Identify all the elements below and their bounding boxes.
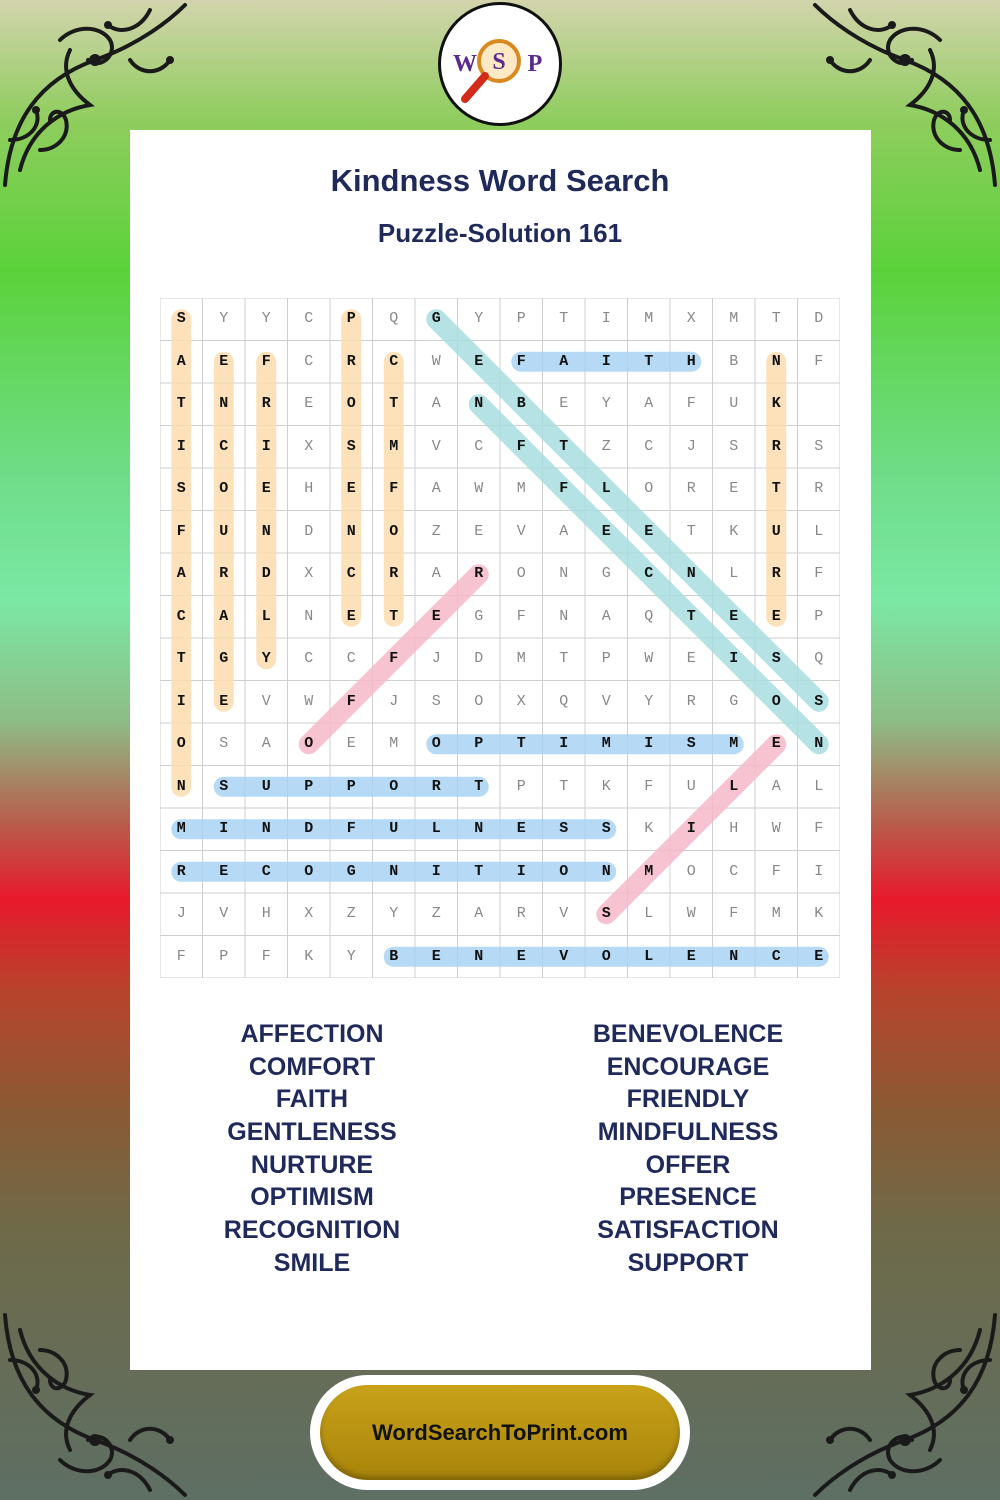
grid-cell[interactable]: V [261, 692, 271, 710]
grid-cell[interactable]: X [304, 905, 314, 922]
grid-cell[interactable]: E [431, 607, 441, 625]
wsp-logo[interactable] [438, 2, 562, 126]
grid-cell[interactable]: S [686, 735, 696, 752]
grid-cell[interactable]: D [474, 650, 484, 667]
page-title: Kindness Word Search [330, 163, 670, 198]
grid-cell[interactable]: J [686, 437, 696, 455]
grid-cell[interactable]: I [601, 310, 611, 327]
grid-cell[interactable]: P [516, 310, 526, 327]
grid-cell[interactable]: U [771, 522, 781, 540]
site-link-text: WordSearchToPrint.com [372, 1419, 628, 1445]
grid-cell[interactable]: P [814, 607, 824, 625]
grid-cell[interactable]: N [559, 565, 569, 582]
grid-cell[interactable]: S [346, 437, 356, 455]
grid-cell[interactable]: R [814, 480, 824, 497]
grid-cell[interactable]: R [771, 565, 781, 582]
grid-cell[interactable]: F [176, 522, 186, 540]
grid-cell[interactable]: T [559, 777, 569, 795]
grid-cell[interactable]: C [389, 352, 399, 370]
grid-cell[interactable]: C [644, 437, 654, 455]
grid-cell[interactable]: T [474, 777, 484, 795]
grid-cell[interactable]: N [729, 947, 739, 965]
grid-cell[interactable]: C [219, 437, 229, 455]
grid-cell[interactable]: X [516, 692, 526, 710]
grid-cell[interactable]: D [814, 310, 824, 327]
grid-cell[interactable]: Y [261, 650, 271, 667]
grid-cell[interactable]: O [516, 565, 526, 582]
grid-cell[interactable]: S [814, 692, 824, 710]
grid-cell[interactable]: I [644, 735, 654, 752]
grid-cell[interactable]: L [729, 777, 739, 795]
grid-cell[interactable]: I [261, 437, 271, 455]
grid-cell[interactable]: R [261, 395, 271, 412]
grid-cell[interactable]: U [219, 522, 229, 540]
grid-cell[interactable]: H [261, 905, 271, 922]
grid-cell[interactable]: X [304, 565, 314, 582]
grid-cell[interactable]: Y [644, 692, 654, 710]
grid-cell[interactable]: E [559, 395, 569, 412]
grid-cell[interactable]: R [771, 437, 781, 455]
grid-cell[interactable]: E [219, 862, 229, 880]
word-list-item: BENEVOLENCE [592, 1020, 784, 1048]
grid-cell[interactable]: N [474, 947, 484, 965]
grid-cell[interactable]: V [601, 692, 611, 710]
grid-cell[interactable]: E [219, 692, 229, 710]
grid-cell[interactable]: G [219, 650, 229, 667]
page-subtitle: Puzzle-Solution 161 [377, 218, 623, 248]
grid-cell[interactable]: E [346, 607, 356, 625]
grid-cell[interactable]: A [261, 735, 271, 752]
word-list-item: COMFORT [248, 1052, 376, 1081]
grid-cell[interactable]: E [516, 947, 526, 965]
grid-cell[interactable]: O [771, 692, 781, 710]
word-list-item: SATISFACTION [597, 1216, 779, 1245]
grid-cell[interactable]: O [304, 862, 314, 880]
grid-cell[interactable]: F [644, 777, 654, 795]
grid-cell[interactable]: N [814, 735, 824, 752]
grid-cell[interactable]: O [176, 735, 186, 752]
grid-cell[interactable]: C [346, 565, 356, 582]
grid-cell[interactable]: I [601, 352, 611, 370]
grid-cell[interactable]: R [389, 565, 399, 582]
grid-cell[interactable]: Z [431, 522, 441, 540]
grid-cell[interactable]: O [389, 777, 399, 795]
grid-cell[interactable]: B [389, 947, 399, 965]
grid-cell[interactable]: A [559, 522, 569, 540]
grid-cell[interactable]: F [516, 352, 526, 370]
grid-cell[interactable]: A [176, 352, 186, 370]
grid-cell[interactable]: E [474, 352, 484, 370]
grid-cell[interactable]: P [346, 310, 356, 327]
grid-cell[interactable]: F [516, 437, 526, 455]
grid-cell[interactable]: U [729, 395, 739, 412]
grid-cell[interactable]: N [474, 395, 484, 412]
grid-cell[interactable]: J [431, 650, 441, 667]
grid-cell[interactable]: E [219, 352, 229, 370]
grid-cell[interactable]: F [516, 607, 526, 625]
grid-cell[interactable]: O [601, 947, 611, 965]
grid-cell[interactable]: I [431, 862, 441, 880]
grid-cell[interactable]: E [644, 522, 654, 540]
grid-cell[interactable]: E [474, 522, 484, 540]
grid-cell[interactable]: I [176, 692, 186, 710]
grid-cell[interactable]: R [219, 565, 229, 582]
word-list-item: SUPPORT [627, 1248, 749, 1277]
grid-cell[interactable]: F [814, 352, 824, 370]
grid-cell[interactable]: I [176, 437, 186, 455]
grid-cell[interactable]: P [346, 777, 356, 795]
magnifier-logo-icon [441, 5, 559, 123]
grid-cell[interactable]: F [261, 947, 271, 965]
grid-cell[interactable]: T [389, 607, 399, 625]
grid-cell[interactable]: O [644, 480, 654, 497]
grid-cell[interactable]: M [729, 310, 739, 327]
grid-cell[interactable]: C [729, 862, 739, 880]
grid-cell[interactable]: L [729, 565, 739, 582]
grid-cell[interactable]: O [219, 480, 229, 497]
grid-cell[interactable]: S [771, 650, 781, 667]
grid-cell[interactable]: T [559, 310, 569, 327]
grid-cell[interactable]: W [474, 480, 484, 497]
grid-cell[interactable]: R [516, 905, 526, 922]
grid-cell[interactable]: D [261, 565, 271, 582]
grid-cell[interactable]: Q [389, 310, 399, 327]
grid-cell[interactable]: E [814, 947, 824, 965]
grid-cell[interactable]: E [516, 820, 526, 837]
grid-cell[interactable]: M [729, 735, 739, 752]
grid-cell[interactable]: M [771, 905, 781, 922]
grid-cell[interactable]: O [431, 735, 441, 752]
grid-cell[interactable]: E [729, 480, 739, 497]
grid-cell[interactable]: P [219, 947, 229, 965]
word-list-item: OPTIMISM [250, 1183, 374, 1212]
grid-cell[interactable]: Z [346, 905, 356, 922]
grid-cell[interactable]: V [516, 522, 526, 540]
grid-cell[interactable]: K [644, 820, 654, 837]
grid-cell[interactable]: S [219, 735, 229, 752]
grid-cell[interactable]: O [559, 862, 569, 880]
grid-cell[interactable]: F [771, 862, 781, 880]
grid-cell[interactable]: N [219, 395, 229, 412]
grid-cell[interactable]: G [729, 692, 739, 710]
word-list-item: PRESENCE [619, 1183, 757, 1212]
grid-cell[interactable]: E [601, 522, 611, 540]
grid-cell[interactable]: M [516, 650, 526, 667]
grid-cell[interactable]: P [516, 777, 526, 795]
grid-cell[interactable]: I [686, 820, 696, 837]
word-list-item: OFFER [645, 1150, 731, 1179]
grid-cell[interactable]: I [729, 650, 739, 667]
grid-cell[interactable]: F [814, 820, 824, 837]
grid-cell[interactable]: B [729, 352, 739, 370]
grid-cell[interactable]: F [346, 692, 356, 710]
grid-cell[interactable]: N [771, 352, 781, 370]
grid-cell[interactable]: T [686, 522, 696, 540]
grid-cell[interactable]: K [304, 947, 314, 965]
grid-cell[interactable]: M [601, 735, 611, 752]
grid-cell[interactable]: E [729, 607, 739, 625]
grid-cell[interactable]: E [771, 607, 781, 625]
grid-cell[interactable]: E [346, 480, 356, 497]
grid-cell[interactable]: C [346, 650, 356, 667]
grid-cell[interactable]: G [601, 565, 611, 582]
grid-cell[interactable]: V [559, 947, 569, 965]
logo-letter-s: S [492, 49, 506, 75]
grid-cell[interactable]: S [601, 905, 611, 922]
word-list-item: FRIENDLY [626, 1085, 750, 1114]
grid-cell[interactable]: N [559, 607, 569, 625]
grid-cell[interactable]: A [771, 777, 781, 795]
grid-cell[interactable]: E [686, 650, 696, 667]
grid-cell[interactable]: L [644, 947, 654, 965]
grid-cell[interactable]: Q [814, 650, 824, 667]
grid-cell[interactable]: T [644, 352, 654, 370]
grid-cell[interactable]: O [686, 862, 696, 880]
word-list-left [162, 1018, 462, 1280]
grid-cell[interactable]: C [474, 437, 484, 455]
grid-cell[interactable]: A [219, 607, 229, 625]
grid-cell[interactable]: O [389, 522, 399, 540]
grid-cell[interactable]: Y [346, 947, 356, 965]
grid-cell[interactable]: C [304, 310, 314, 327]
grid-cell[interactable]: K [729, 522, 739, 540]
grid-cell[interactable]: X [304, 437, 314, 455]
grid-cell[interactable]: F [814, 565, 824, 582]
word-list-right [538, 1018, 838, 1280]
grid-cell[interactable]: C [304, 650, 314, 667]
grid-cell[interactable]: V [219, 905, 229, 922]
grid-cell[interactable]: W [771, 820, 781, 837]
grid-cell[interactable]: X [686, 310, 696, 327]
grid-cell[interactable]: F [389, 650, 399, 667]
grid-cell[interactable]: N [686, 565, 696, 582]
grid-cell[interactable]: D [304, 820, 314, 837]
grid-cell[interactable]: Y [474, 310, 484, 327]
grid-cell[interactable]: G [346, 862, 356, 880]
grid-cell[interactable]: Y [261, 310, 271, 327]
grid-cell[interactable]: L [431, 820, 441, 837]
grid-cell[interactable]: M [389, 735, 399, 752]
grid-cell[interactable]: M [176, 820, 186, 837]
grid-cell[interactable]: O [474, 692, 484, 710]
grid-cell[interactable]: L [644, 905, 654, 922]
grid-cell[interactable]: D [304, 522, 314, 540]
grid-cell[interactable]: S [559, 820, 569, 837]
grid-cell[interactable]: C [261, 862, 271, 880]
grid-cell[interactable]: I [559, 735, 569, 752]
grid-cell[interactable]: N [601, 862, 611, 880]
logo-letter-w: W [453, 51, 477, 77]
word-list-item: NURTURE [250, 1150, 374, 1179]
grid-cell[interactable]: S [431, 692, 441, 710]
grid-cell[interactable]: U [261, 777, 271, 795]
grid-cell[interactable]: O [346, 395, 356, 412]
grid-cell[interactable]: V [431, 437, 441, 455]
grid-cell[interactable]: U [686, 777, 696, 795]
word-list-item: RECOGNITION [223, 1216, 401, 1245]
grid-cell[interactable]: R [176, 862, 186, 880]
grid-cell[interactable]: S [176, 480, 186, 497]
grid-cell[interactable]: J [389, 692, 399, 710]
grid-cell[interactable]: Т [771, 480, 781, 497]
grid-cell[interactable]: C [644, 565, 654, 582]
grid-cell[interactable]: S [601, 820, 611, 837]
grid-cell[interactable]: Y [601, 395, 611, 412]
grid-cell[interactable]: U [389, 820, 399, 837]
grid-cell[interactable]: W [644, 650, 654, 667]
grid-cell[interactable]: I [516, 862, 526, 880]
grid-cell[interactable]: F [559, 480, 569, 497]
word-search-grid[interactable] [160, 298, 840, 978]
grid-cell[interactable]: O [304, 735, 314, 752]
grid-cell[interactable]: Q [644, 607, 654, 625]
grid-cell[interactable]: T [176, 650, 186, 667]
grid-cell[interactable]: E [304, 395, 314, 412]
grid-cell[interactable]: F [176, 947, 186, 965]
grid-cell[interactable]: M [389, 437, 399, 455]
grid-cell[interactable]: Q [559, 692, 569, 710]
grid-cell[interactable]: N [474, 820, 484, 837]
grid-cell[interactable]: N [261, 522, 271, 540]
grid-cell[interactable]: A [431, 565, 441, 582]
grid-cell[interactable]: W [431, 352, 441, 370]
grid-cell[interactable]: B [516, 395, 526, 412]
grid-cell[interactable]: W [686, 905, 696, 922]
grid-cell[interactable]: T [389, 395, 399, 412]
grid-cell[interactable]: K [601, 777, 611, 795]
word-list-item: MINDFULNESS [597, 1118, 779, 1147]
word-list-item: GENTLENESS [227, 1118, 397, 1147]
grid-cell[interactable]: E [771, 735, 781, 752]
grid-cell[interactable]: N [346, 522, 356, 540]
grid-cell[interactable]: M [644, 862, 654, 880]
grid-cell[interactable]: I [814, 862, 824, 880]
grid-cell[interactable]: E [261, 480, 271, 497]
grid-cell[interactable]: T [559, 650, 569, 667]
grid-cell[interactable]: R [474, 565, 484, 582]
grid-cell[interactable]: R [431, 777, 441, 795]
grid-cell[interactable]: Y [389, 905, 399, 922]
word-list-item: AFFECTION [240, 1020, 384, 1048]
grid-cell[interactable]: A [431, 480, 441, 497]
logo-letter-p: P [527, 51, 543, 77]
grid-cell[interactable]: S [814, 437, 824, 455]
grid-cell[interactable]: E [431, 947, 441, 965]
grid-cell[interactable]: N [389, 862, 399, 880]
grid-cell[interactable]: P [304, 777, 314, 795]
site-link-inner [320, 1385, 680, 1480]
grid-cell[interactable]: A [176, 565, 186, 582]
grid-cell[interactable]: G [474, 607, 484, 625]
grid-cell[interactable]: C [304, 352, 314, 370]
grid-cell[interactable]: S [176, 310, 186, 327]
grid-cell[interactable]: L [814, 777, 824, 795]
grid-cell[interactable]: H [686, 352, 696, 370]
grid-cell[interactable]: J [176, 905, 186, 922]
grid-cell[interactable]: R [686, 480, 696, 497]
grid-cell[interactable]: M [644, 310, 654, 327]
grid-cell[interactable]: A [644, 395, 654, 412]
grid-cell[interactable]: T [474, 862, 484, 880]
grid-cell[interactable]: S [729, 437, 739, 455]
grid-cell[interactable]: H [729, 820, 739, 837]
word-list-item: SMILE [273, 1248, 351, 1277]
grid-cell[interactable]: F [261, 352, 271, 370]
grid-cell[interactable]: Z [601, 437, 611, 455]
grid-cell[interactable]: A [559, 352, 569, 370]
grid-cell[interactable]: W [304, 692, 314, 710]
word-list-item: ENCOURAGE [606, 1052, 770, 1081]
grid-cell[interactable]: F [729, 905, 739, 922]
grid-cell[interactable]: L [261, 607, 271, 625]
grid-cell[interactable]: S [219, 777, 229, 795]
grid-cell[interactable]: E [686, 947, 696, 965]
grid-cell[interactable]: A [601, 607, 611, 625]
grid-cell[interactable]: Y [219, 310, 229, 327]
grid-cell[interactable]: V [559, 905, 569, 922]
grid-cell[interactable]: T [686, 607, 696, 625]
word-list-item: FAITH [275, 1085, 349, 1114]
grid-cell[interactable]: Z [431, 905, 441, 922]
grid-cell[interactable]: E [346, 735, 356, 752]
grid-cell[interactable]: L [814, 522, 824, 540]
grid-cell[interactable]: F [389, 480, 399, 497]
grid-cell[interactable]: A [474, 905, 484, 922]
grid-cell[interactable]: R [686, 692, 696, 710]
grid-cell[interactable]: N [261, 820, 271, 837]
grid-cell[interactable]: L [601, 480, 611, 497]
grid-cell[interactable]: T [176, 395, 186, 412]
grid-cell[interactable]: G [431, 310, 441, 327]
grid-cell[interactable]: N [304, 607, 314, 625]
site-link-button[interactable] [310, 1375, 690, 1490]
grid-cell[interactable]: T [771, 310, 781, 327]
grid-cell[interactable]: C [771, 947, 781, 965]
grid-cell[interactable]: N [176, 777, 186, 795]
grid-cell[interactable]: R [346, 352, 356, 370]
grid-cell[interactable]: F [346, 820, 356, 837]
grid-cell[interactable]: K [771, 395, 781, 412]
grid-cell[interactable]: I [219, 820, 229, 837]
grid-cell[interactable]: T [559, 437, 569, 455]
grid-cell[interactable]: P [601, 650, 611, 667]
grid-cell[interactable]: P [474, 735, 484, 752]
grid-cell[interactable]: F [686, 395, 696, 412]
grid-cell[interactable]: T [516, 735, 526, 752]
grid-cell[interactable]: A [431, 395, 441, 412]
grid-cell[interactable]: M [516, 480, 526, 497]
grid-cell[interactable]: C [176, 607, 186, 625]
grid-cell[interactable]: K [814, 905, 824, 922]
grid-cell[interactable]: H [304, 480, 314, 497]
